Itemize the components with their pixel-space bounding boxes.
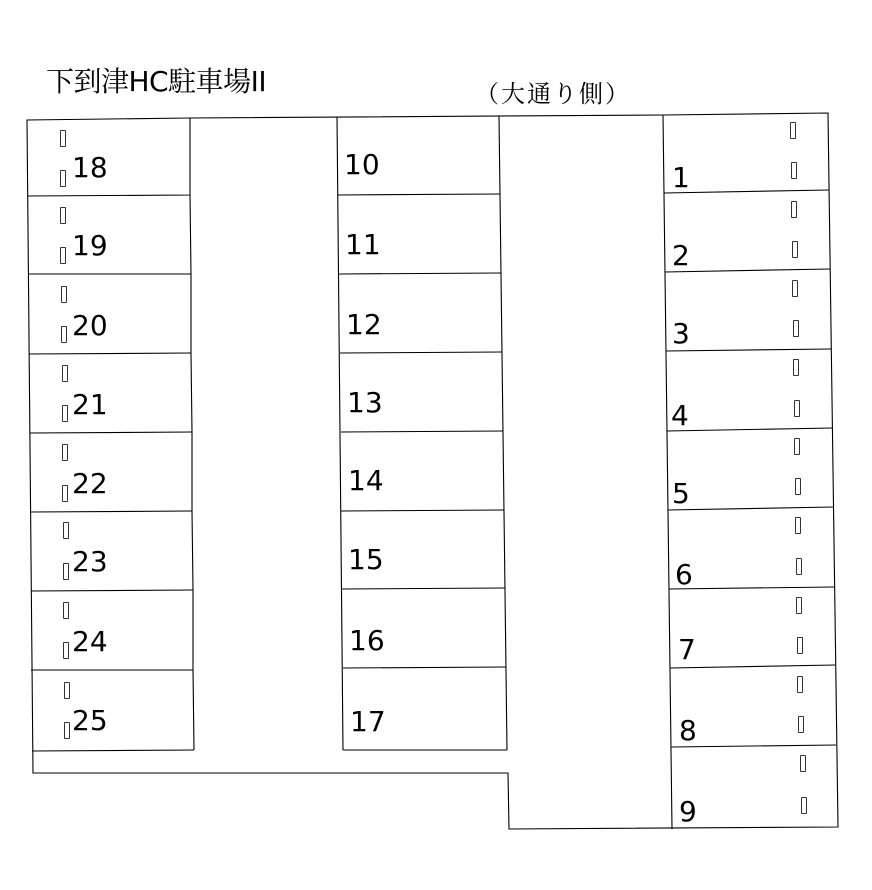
stall-number: 18 <box>72 151 108 184</box>
stall-number-13: 13 <box>347 386 383 419</box>
stall-marker-icon <box>791 162 797 179</box>
stall-marker-icon <box>63 602 69 619</box>
left-column-stalls <box>28 118 194 751</box>
stall-marker-icon <box>795 517 801 534</box>
stall-marker-icon <box>60 247 66 264</box>
stall-marker-icon <box>63 563 69 580</box>
stall-marker-icon <box>63 522 69 539</box>
stall-marker-icon <box>795 478 801 495</box>
stall-marker-icon <box>790 122 796 139</box>
stall-marker-icon <box>60 130 66 147</box>
lot-title: 下到津HC駐車場II <box>46 65 267 98</box>
stall-marker-icon <box>63 642 69 659</box>
stall-marker-icon <box>60 170 66 187</box>
stall-number-12: 12 <box>346 308 382 341</box>
stall-number: 8 <box>679 714 697 747</box>
stall-number: 3 <box>672 317 690 350</box>
stall-marker-icon <box>801 797 807 814</box>
stall-marker-icon <box>61 326 67 343</box>
stall-marker-icon <box>792 241 798 258</box>
stall-number-14: 14 <box>348 464 384 497</box>
stall-marker-icon <box>797 676 803 693</box>
stall-marker-icon <box>62 405 68 422</box>
stall-number: 20 <box>72 309 108 342</box>
stall-number: 25 <box>72 704 108 737</box>
stall-marker-icon <box>800 755 806 772</box>
stall-marker-icon <box>62 444 68 461</box>
stall-marker-icon <box>61 286 67 303</box>
stall-number: 7 <box>678 633 696 666</box>
stall-marker-icon <box>793 359 799 376</box>
stall-marker-icon <box>796 597 802 614</box>
stall-marker-icon <box>796 558 802 575</box>
stall-number: 4 <box>671 399 689 432</box>
stall-number: 6 <box>675 558 693 591</box>
stall-number: 9 <box>679 795 697 828</box>
lot-boundary <box>27 113 838 829</box>
stall-marker-icon <box>62 365 68 382</box>
stall-marker-icon <box>64 722 70 739</box>
stall-marker-icon <box>62 485 68 502</box>
stall-number-15: 15 <box>348 543 384 576</box>
stall-marker-icon <box>791 201 797 218</box>
stall-marker-icon <box>60 207 66 224</box>
stall-number: 19 <box>72 229 108 262</box>
street-side-label: （大通り側） <box>475 80 631 108</box>
stall-number: 1 <box>672 161 690 194</box>
stall-number-17: 17 <box>350 705 386 738</box>
stall-number: 22 <box>72 467 108 500</box>
stall-number: 5 <box>672 477 690 510</box>
stall-marker-icon <box>797 637 803 654</box>
stall-marker-icon <box>792 280 798 297</box>
stall-number: 24 <box>72 625 108 658</box>
stall-number-11: 11 <box>345 228 381 261</box>
stall-marker-icon <box>793 320 799 337</box>
stall-number-16: 16 <box>349 624 385 657</box>
stall-marker-icon <box>794 400 800 417</box>
stall-number: 21 <box>72 388 108 421</box>
stall-marker-icon <box>794 438 800 455</box>
stall-number: 23 <box>72 545 108 578</box>
stall-marker-icon <box>64 682 70 699</box>
stall-number-10: 10 <box>344 148 380 181</box>
stall-number: 2 <box>672 239 690 272</box>
stall-marker-icon <box>798 716 804 733</box>
